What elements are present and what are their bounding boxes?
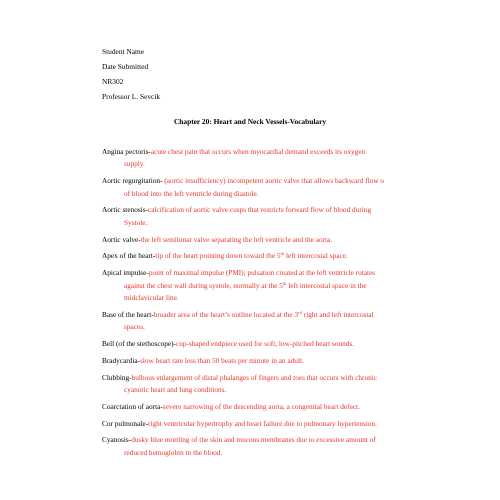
vocab-definition: the left semilunar valve separating the left ventricle and the aorta.	[140, 234, 333, 244]
document-header	[102, 44, 160, 104]
vocab-entry-aortic-stenosis	[102, 204, 402, 229]
vocab-definition: calcification of aortic valve cusps that restricts forward flow of blood during	[148, 205, 372, 215]
vocab-entry-angina-pectoris	[102, 146, 402, 171]
vocab-term: Aortic regurgitation-	[102, 176, 165, 186]
vocab-definition: cup-shaped endpiece used for soft, low-pitched heart sounds.	[175, 339, 355, 349]
vocab-term: Coarctation of aorta-	[102, 401, 163, 411]
vocab-definition-cont: supply.	[124, 159, 145, 169]
vocab-term: Bell (of the stethoscope)-	[102, 339, 176, 349]
vocab-definition-part: left intercostal space.	[284, 251, 348, 261]
vocab-definition-cont	[124, 281, 366, 290]
vocab-definition-cont: of blood into the left ventricle during diastole.	[124, 188, 259, 198]
vocab-entry-apical-impulse	[102, 267, 402, 304]
ordinal-suffix: th	[282, 280, 287, 286]
vocab-definition: point of maximal impulse (PMI); pulsation created at the left ventricle rotates	[148, 268, 376, 278]
vocab-definition: slow heart rate less than 50 beats per minute in an adult.	[140, 355, 304, 365]
vocab-term: Aortic valve-	[102, 234, 141, 244]
ordinal-suffix: th	[280, 251, 285, 257]
ordinal-suffix: rd	[298, 310, 302, 316]
vocab-definition	[154, 310, 374, 319]
student-name: Student Name	[102, 47, 145, 56]
vocab-entry-cor-pulmonale	[102, 418, 402, 430]
vocab-term: Aortic stenosis-	[102, 205, 149, 215]
vocab-entry-aortic-regurgitation	[102, 175, 402, 200]
vocab-definition: dusky blue mottling of the skin and mucous membranes due to excessive amount of	[131, 435, 376, 445]
vocab-term: Clubbing-	[102, 372, 132, 382]
vocab-term: Cyanosis-	[102, 435, 132, 445]
vocab-definition-part: broader area of the heart’s outline located at the 3	[153, 309, 299, 319]
vocab-definition: severe narrowing of the descending aorta, a congenital heart defect.	[162, 401, 360, 411]
vocab-definition-cont: reduced hemoglobin in the blood.	[124, 447, 223, 457]
course-code: NR302	[102, 77, 124, 86]
page-title: Chapter 20: Heart and Neck Vessels-Vocabulary	[173, 117, 327, 126]
vocab-entry-base-of-heart	[102, 309, 402, 334]
vocab-entry-coarctation-of-aorta	[102, 401, 402, 413]
vocab-term: Base of the heart-	[102, 309, 154, 319]
vocab-definition-part: right and left intercostal	[301, 309, 374, 319]
vocab-entry-apex-of-heart	[102, 250, 402, 262]
professor-name: Professor L. Sevcik	[102, 92, 161, 101]
vocab-definition-cont: midclavicular line.	[124, 293, 179, 303]
vocab-definition-cont: cyanotic heart and lung conditions.	[124, 385, 227, 395]
vocabulary-list	[102, 146, 402, 464]
vocab-definition-part: tip of the heart pointing down toward the 5	[155, 251, 281, 261]
vocab-term: Apex of the heart-	[102, 251, 156, 261]
vocab-definition-part: against the chest wall during systole, normally at the 5	[124, 280, 283, 290]
vocab-entry-bradycardia	[102, 355, 402, 367]
vocab-definition-part: left intercostal space in the	[286, 280, 367, 290]
vocab-definition	[155, 251, 347, 260]
vocab-definition-cont: Systole.	[124, 217, 148, 227]
vocab-term: Cor pulmonale-	[102, 418, 149, 428]
vocab-term: Apical impulse-	[102, 268, 149, 278]
vocab-term: Bradycardia-	[102, 355, 141, 365]
vocab-definition: acute chest pain that occurs when myocardial demand exceeds its oxygen	[150, 147, 366, 156]
vocab-definition-cont: spaces.	[124, 322, 145, 332]
date-submitted: Date Submitted	[102, 62, 149, 71]
vocab-entry-clubbing	[102, 372, 402, 397]
vocab-entry-cyanosis	[102, 434, 402, 459]
vocab-entry-aortic-valve	[102, 234, 402, 246]
vocab-entry-bell	[102, 338, 402, 350]
vocab-definition: right ventricular hypertrophy and heart failure due to pulmonary hypertension.	[148, 418, 377, 428]
vocab-definition: bulbous enlargement of distal phalanges of fingers and toes that occurs with chronic	[131, 372, 378, 382]
vocab-definition: (aortic insufficiency) incompetent aortic valve that allows backward flow o	[164, 176, 384, 186]
vocab-term: Angina pectoris-	[102, 147, 151, 156]
